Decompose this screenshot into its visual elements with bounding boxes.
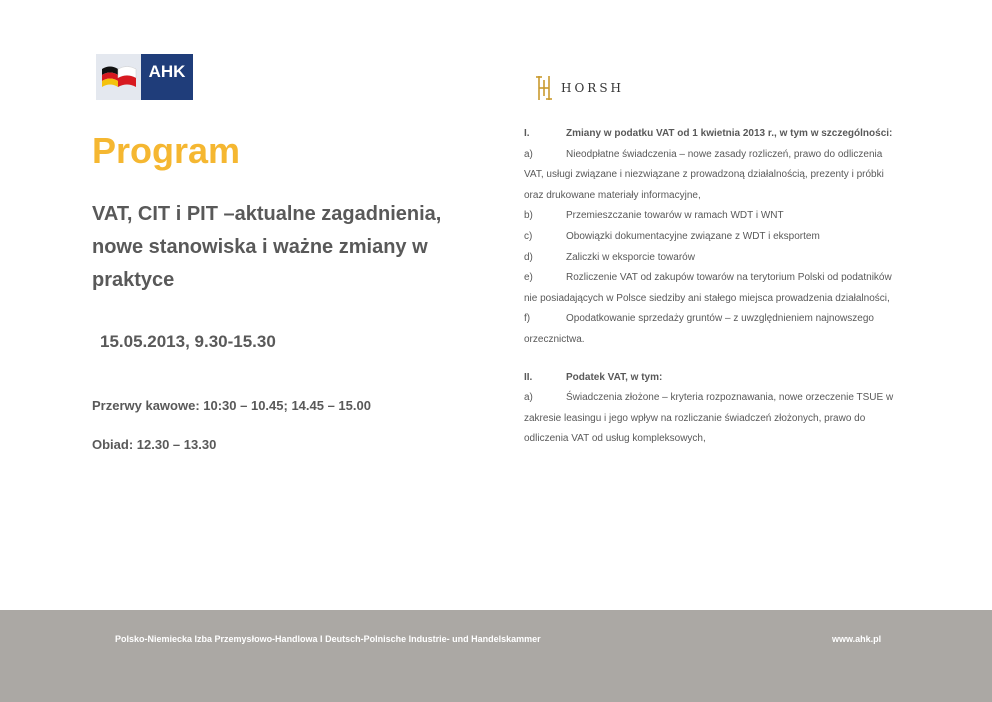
section-title: Podatek VAT, w tym:	[566, 371, 663, 383]
item-marker: f)	[524, 313, 531, 325]
list-item	[524, 145, 904, 207]
flags-icon	[96, 54, 141, 100]
program-subtitle: VAT, CIT i PIT –aktualne zagadnienia, nowe stanowiska i ważne zmiany w praktyce	[92, 203, 442, 291]
horsh-logo-text: HORSH	[561, 81, 625, 95]
ahk-logo-text: AHK	[141, 54, 193, 100]
list-item	[524, 388, 904, 450]
section-number: II.	[524, 371, 533, 383]
lunch-time: Obiad: 12.30 – 13.30	[92, 437, 217, 452]
list-item	[524, 206, 904, 227]
item-text: Zaliczki w eksporcie towarów	[566, 251, 695, 263]
list-item	[524, 227, 904, 248]
horsh-emblem-icon	[535, 74, 553, 102]
section-heading	[524, 124, 904, 145]
item-marker: c)	[524, 230, 533, 242]
coffee-breaks: Przerwy kawowe: 10:30 – 10.45; 14.45 – 15.00	[92, 398, 371, 413]
footer-organization: Polsko-Niemiecka Izba Przemysłowo-Handlowa I Deutsch-Polnische Industrie- und Handelskammer	[115, 634, 541, 644]
section-title: Zmiany w podatku VAT od 1 kwietnia 2013 r., w tym w szczególności:	[566, 128, 893, 139]
page-title: Program	[92, 130, 241, 171]
item-text: Opodatkowanie sprzedaży gruntów – z uwzględnieniem najnowszego orzecznictwa.	[524, 313, 874, 345]
section-number: I.	[524, 128, 530, 139]
agenda	[524, 124, 904, 450]
list-item	[524, 248, 904, 269]
item-marker: a)	[524, 392, 533, 404]
item-text: Nieodpłatne świadczenia – nowe zasady rozliczeń, prawo do odliczenia VAT, usługi związane i niezwiązane z prowadzoną działalnością, prezenty i próbki oraz drukowane materiały informacyjne,	[524, 148, 884, 201]
event-date: 15.05.2013, 9.30-15.30	[100, 332, 276, 351]
item-text: Rozliczenie VAT od zakupów towarów na terytorium Polski od podatników nie posiadających w Polsce siedziby ani stałego miejsca prowadzenia działalności,	[524, 272, 892, 304]
ahk-logo	[96, 54, 193, 100]
item-text: Przemieszczanie towarów w ramach WDT i WNT	[566, 210, 784, 222]
section-heading	[524, 368, 904, 389]
footer	[0, 610, 992, 702]
section-gap	[524, 351, 904, 368]
item-marker: e)	[524, 272, 533, 284]
list-item	[524, 309, 904, 350]
item-marker: a)	[524, 148, 533, 160]
item-marker: b)	[524, 210, 533, 222]
horsh-logo	[535, 74, 624, 102]
item-marker: d)	[524, 251, 533, 263]
list-item	[524, 268, 904, 309]
item-text: Obowiązki dokumentacyjne związane z WDT i eksportem	[566, 230, 820, 242]
item-text: Świadczenia złożone – kryteria rozpoznawania, nowe orzeczenie TSUE w zakresie leasingu i jego wpływ na rozliczanie świadczeń złożonych, prawo do odliczenia VAT od usług kompleksowych,	[524, 392, 894, 445]
footer-website-link[interactable]: www.ahk.pl	[832, 634, 882, 644]
